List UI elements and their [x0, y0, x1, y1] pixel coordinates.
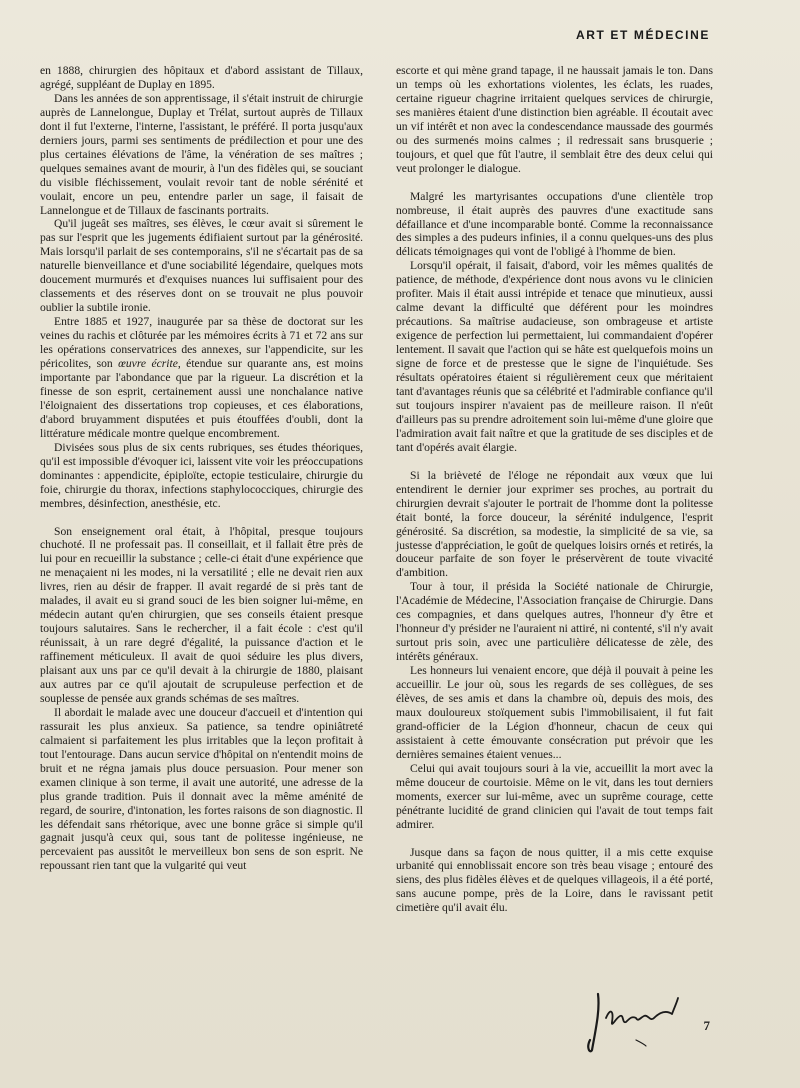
paragraph: Tour à tour, il présida la Société nationale de Chirurgie, l'Académie de Médecine, l'Association française de Chirurgie. Dans ces compagnies, et dans quelques autres, l'honneur d'y être et l'honneur d'y présider ne l'auraient ni attiré, ni contenté, s'il n'y avait surtout pris soin, avec une particulière délicatesse de zèle, des intérêts généraux. [396, 580, 713, 664]
paragraph: Son enseignement oral était, à l'hôpital, presque toujours chuchoté. Il ne professait pas. Il conseillait, et il fallait être près de lui pour en recueillir la substance ; celle-ci était d'une expérience que ne menaçaient ni les modes, ni la versatilité ; elle ne devait rien aux livres, rien au désir de frapper. Il avait regardé de si près tant de malades, il avait eu si grand souci de les bien soigner lui-même, en médecin autant qu'en chirurgien, que ses conseils étaient presque toujours salutaires. Sans le rechercher, il a fait école : c'est qu'il réunissait, à un rare degré d'égalité, la puissance d'action et le raffinement méticuleux. Il avait de quoi séduire les plus divers, plaisant aux uns par ce qu'il devait à la chirurgie de 1880, plaisant aux autres par ce qu'il ajoutait de scrupuleuse perfection et de souplesse de pensée aux grands schémas de ses maîtres. [40, 524, 363, 705]
paragraph: Dans les années de son apprentissage, il s'était instruit de chirurgie auprès de Lannelongue, Duplay et Trélat, surtout auprès de Tillaux dont il fut l'externe, l'interne, l'assistant, le préféré. Il porta jusqu'aux derniers jours, parmi ses sentiments de prédilection et pour une des plus certaines élévations de l'âme, la vénération de ses maîtres ; quelques semaines avant de mourir, à l'un des fidèles qui, se souciant du visible fléchissement, voulait revoir tant de noble sérénité et voulait, encore un peu, entendre parler un sage, il faisait de Lannelongue et de Tillaux de fascinants portraits. [40, 91, 363, 217]
paragraph: Malgré les martyrisantes occupations d'une clientèle trop nombreuse, il était auprès des pauvres d'une exactitude sans défaillance et d'une incomparable bonté. Comme la reconnaissance des simples a des pudeurs infinies, il a connu quelques-uns des plus délicats témoignages qui vont de l'obligé à l'homme de bien. [396, 189, 713, 259]
paragraph: Il abordait le malade avec une douceur d'accueil et d'intention qui rassurait les plus anxieux. Sa patience, sa tendre opiniâtreté calmaient si parfaitement les plus irritables que la leçon profitait à tout l'entourage. Dans aucun service d'hôpital on n'entendit moins de bruit et ne régna jamais plus douce persuasion. Pour mener son examen clinique à son terme, il avait une autorité, une adresse de la plus grande tradition. Puis il donnait avec la même aménité de regard, de sourire, d'intonation, les fortes raisons de son diagnostic. Il les défendait sans rhétorique, avec une bonne grâce si simple qu'il gagnait jusqu'à ceux qui, sous tant de politesse ingénieuse, ne percevaient pas aussitôt le merveilleux bon sens de son esprit. Ne repoussant rien tant que la vulgarité qui veut [40, 705, 363, 873]
running-head: ART ET MÉDECINE [575, 28, 710, 42]
paragraph: Entre 1885 et 1927, inaugurée par sa thèse de doctorat sur les veines du rachis et clôturée par les mémoires écrits à 71 et 72 ans sur les opérations conservatrices des annexes, sur l'appendicite, sur les péricolites, son œuvre écrite, étendue sur quarante ans, est moins importante par l'abondance que par la rigueur. La discrétion et la finesse de son esprit, certainement aussi une nonchalance native l'éloignaient des dissertations trop copieuses, et ces élaborations, d'abord bruyamment disputées et puis étouffées d'oubli, dont la littérature médicale montre quelque encombrement. [40, 315, 363, 440]
paragraph: Divisées sous plus de six cents rubriques, ses études théoriques, qu'il est impossible d'évoquer ici, laissent vite voir les préoccupations dominantes : appendicite, épiploïte, ectopie testiculaire, chirurgie du foie, chirurgie du thorax, infections staphylococciques, chirurgie des membres, désinfection, anesthésie, etc. [40, 440, 363, 510]
left-text-column [40, 64, 363, 873]
right-text-column [396, 64, 713, 915]
paragraph: escorte et qui mène grand tapage, il ne haussait jamais le ton. Dans un temps où les exhortations violentes, les éclats, les ruades, certaine rigueur chagrine irritaient quelques services de chirurgie, ses manières étaient d'une distinction bien agréable. Il écoutait avec un vif intérêt et non avec la condescendance maussade des gourmés ou des surmenés moins calmes ; il redressait sans brusquerie ; toujours, et quel que fût l'autre, il semblait être des deux celui qui veut prolonger le dialogue. [396, 64, 713, 175]
paragraph: Qu'il jugeât ses maîtres, ses élèves, le cœur avait si sûrement le pas sur l'esprit que les jugements édifiaient surtout par la générosité. Mais lorsqu'il parlait de ses contemporains, s'il ne s'écartait pas de sa naturelle bienveillance et d'une sociabilité légendaire, quelques mots doucement murmurés et d'exquises nuances lui suffisaient pour des classements et des réserves dont on se trouvait ne plus pouvoir oublier la subtile ironie. [40, 217, 363, 315]
page-number: 7 [703, 1018, 710, 1033]
paragraph: Si la brièveté de l'éloge ne répondait aux vœux que lui entendirent le dernier jour exprimer ses proches, au portrait du chirurgien devrait s'ajouter le portrait de l'homme dont la politesse était bonté, la force douceur, la sérénité indulgence, l'esprit générosité. Sa discrétion, sa modestie, la simplicité de sa vie, sa justesse d'appréciation, le goût de quelques loisirs ornés et retirés, la douceur parfaite de son foyer le préservèrent de toute vivacité d'ambition. [396, 468, 713, 580]
author-signature [580, 988, 700, 1058]
paragraph: Jusque dans sa façon de nous quitter, il a mis cette exquise urbanité qui ennoblissait encore son très beau visage ; entouré des siens, des plus fidèles élèves et de quelques villageois, il a été porté, sans aucune pompe, près de la Loire, dans le ravissant petit cimetière qu'il avait élu. [396, 845, 713, 915]
paragraph: Celui qui avait toujours souri à la vie, accueillit la mort avec la même douceur de courtoisie. Même on le vit, dans les tout derniers moments, exercer sur lui-même, avec un suprême courage, cette pénétrante lucidité de grand clinicien qui l'avait de tout temps fait admirer. [396, 761, 713, 831]
paragraph: Les honneurs lui venaient encore, que déjà il pouvait à peine les accueillir. Le jour où, sous les regards de ses collègues, de ses élèves, de ses amis et dans la chambre où, depuis des mois, des maux douloureux stoïquement subis l'immobilisaient, il fut fait grand-officier de la Légion d'honneur, chacun de ceux qui assistaient à cette émouvante consécration put prévoir que les dernières semaines étaient venues... [396, 664, 713, 761]
paragraph: en 1888, chirurgien des hôpitaux et d'abord assistant de Tillaux, agrégé, suppléant de Duplay en 1895. [40, 64, 363, 91]
paragraph: Lorsqu'il opérait, il faisait, d'abord, voir les mêmes qualités de patience, de méthode, d'expérience dont nous avons vu le clinicien profiter. Mais il était aussi intrépide et tenace que minutieux, aussi calme devant la difficulté que déférent pour les moindres précautions. Sa maîtrise audacieuse, son ombrageuse et artiste exigence de perfection lui permettaient, lui commandaient d'opérer lentement. Il savait que l'action qui se hâte est quelquefois moins un signe de force et de prestesse que le signe de l'inquiétude. Ses résultats opératoires étaient si régulièrement ceux que méritaient tant d'avantages réunis que sa célébrité et l'admirable confiance qu'il sut toujours inspirer n'avaient pas de meilleure raison. Il n'eût d'ailleurs pas su prendre adroitement soin lui-même d'une gloire que l'admiration avait fait naître et que la gratitude de ses disciples et de tant d'opérés avait élargie. [396, 259, 713, 454]
